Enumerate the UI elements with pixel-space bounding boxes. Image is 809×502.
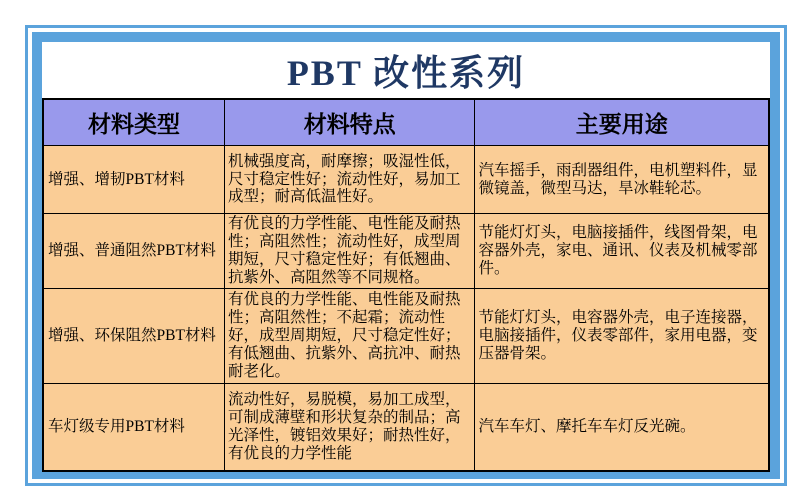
cell-material-type: 增强、普通阻然PBT材料 — [43, 214, 225, 289]
cell-material-type: 增强、增韧PBT材料 — [43, 146, 225, 214]
column-header-material-features: 材料特点 — [225, 99, 475, 146]
title-bar — [42, 42, 770, 98]
cell-material-type: 增强、环保阻然PBT材料 — [43, 288, 225, 383]
cell-material-features: 机械强度高，耐摩擦；吸湿性低，尺寸稳定性好；流动性好，易加工成型；耐高低温性好。 — [225, 146, 475, 214]
table-row — [43, 146, 769, 214]
table-row — [43, 214, 769, 289]
cell-material-features: 有优良的力学性能、电性能及耐热性；高阻然性；流动性好，成型周期短，尺寸稳定性好；有低翘曲、抗紫外、高阻然等不同规格。 — [225, 214, 475, 289]
table-row — [43, 383, 769, 471]
cell-material-features: 有优良的力学性能、电性能及耐热性；高阻然性；不起霜；流动性好，成型周期短，尺寸稳定性好；有低翘曲、抗紫外、高抗冲、耐热耐老化。 — [225, 288, 475, 383]
table-row — [43, 288, 769, 383]
page-frame — [25, 25, 787, 486]
cell-material-type: 车灯级专用PBT材料 — [43, 383, 225, 471]
cell-material-features: 流动性好，易脱模，易加工成型，可制成薄壁和形状复杂的制品；高光泽性，镀铝效果好；耐热性好，有优良的力学性能 — [225, 383, 475, 471]
cell-main-uses: 汽车摇手，雨刮器组件，电机塑料件，显微镜盖，微型马达，旱冰鞋轮芯。 — [475, 146, 769, 214]
cell-main-uses: 汽车车灯、摩托车车灯反光碗。 — [475, 383, 769, 471]
column-header-main-uses: 主要用途 — [475, 99, 769, 146]
table-header-row — [43, 99, 769, 146]
column-header-material-type: 材料类型 — [43, 99, 225, 146]
cell-main-uses: 节能灯灯头，电脑接插件，线图骨架，电容器外壳，家电、通讯、仪表及机械零部件。 — [475, 214, 769, 289]
pbt-series-table — [42, 98, 770, 472]
page-title: PBT 改性系列 — [286, 52, 526, 93]
cell-main-uses: 节能灯灯头，电容器外壳，电子连接器，电脑接插件，仪表零部件，家用电器，变压器骨架。 — [475, 288, 769, 383]
page-frame-inner — [32, 32, 780, 479]
